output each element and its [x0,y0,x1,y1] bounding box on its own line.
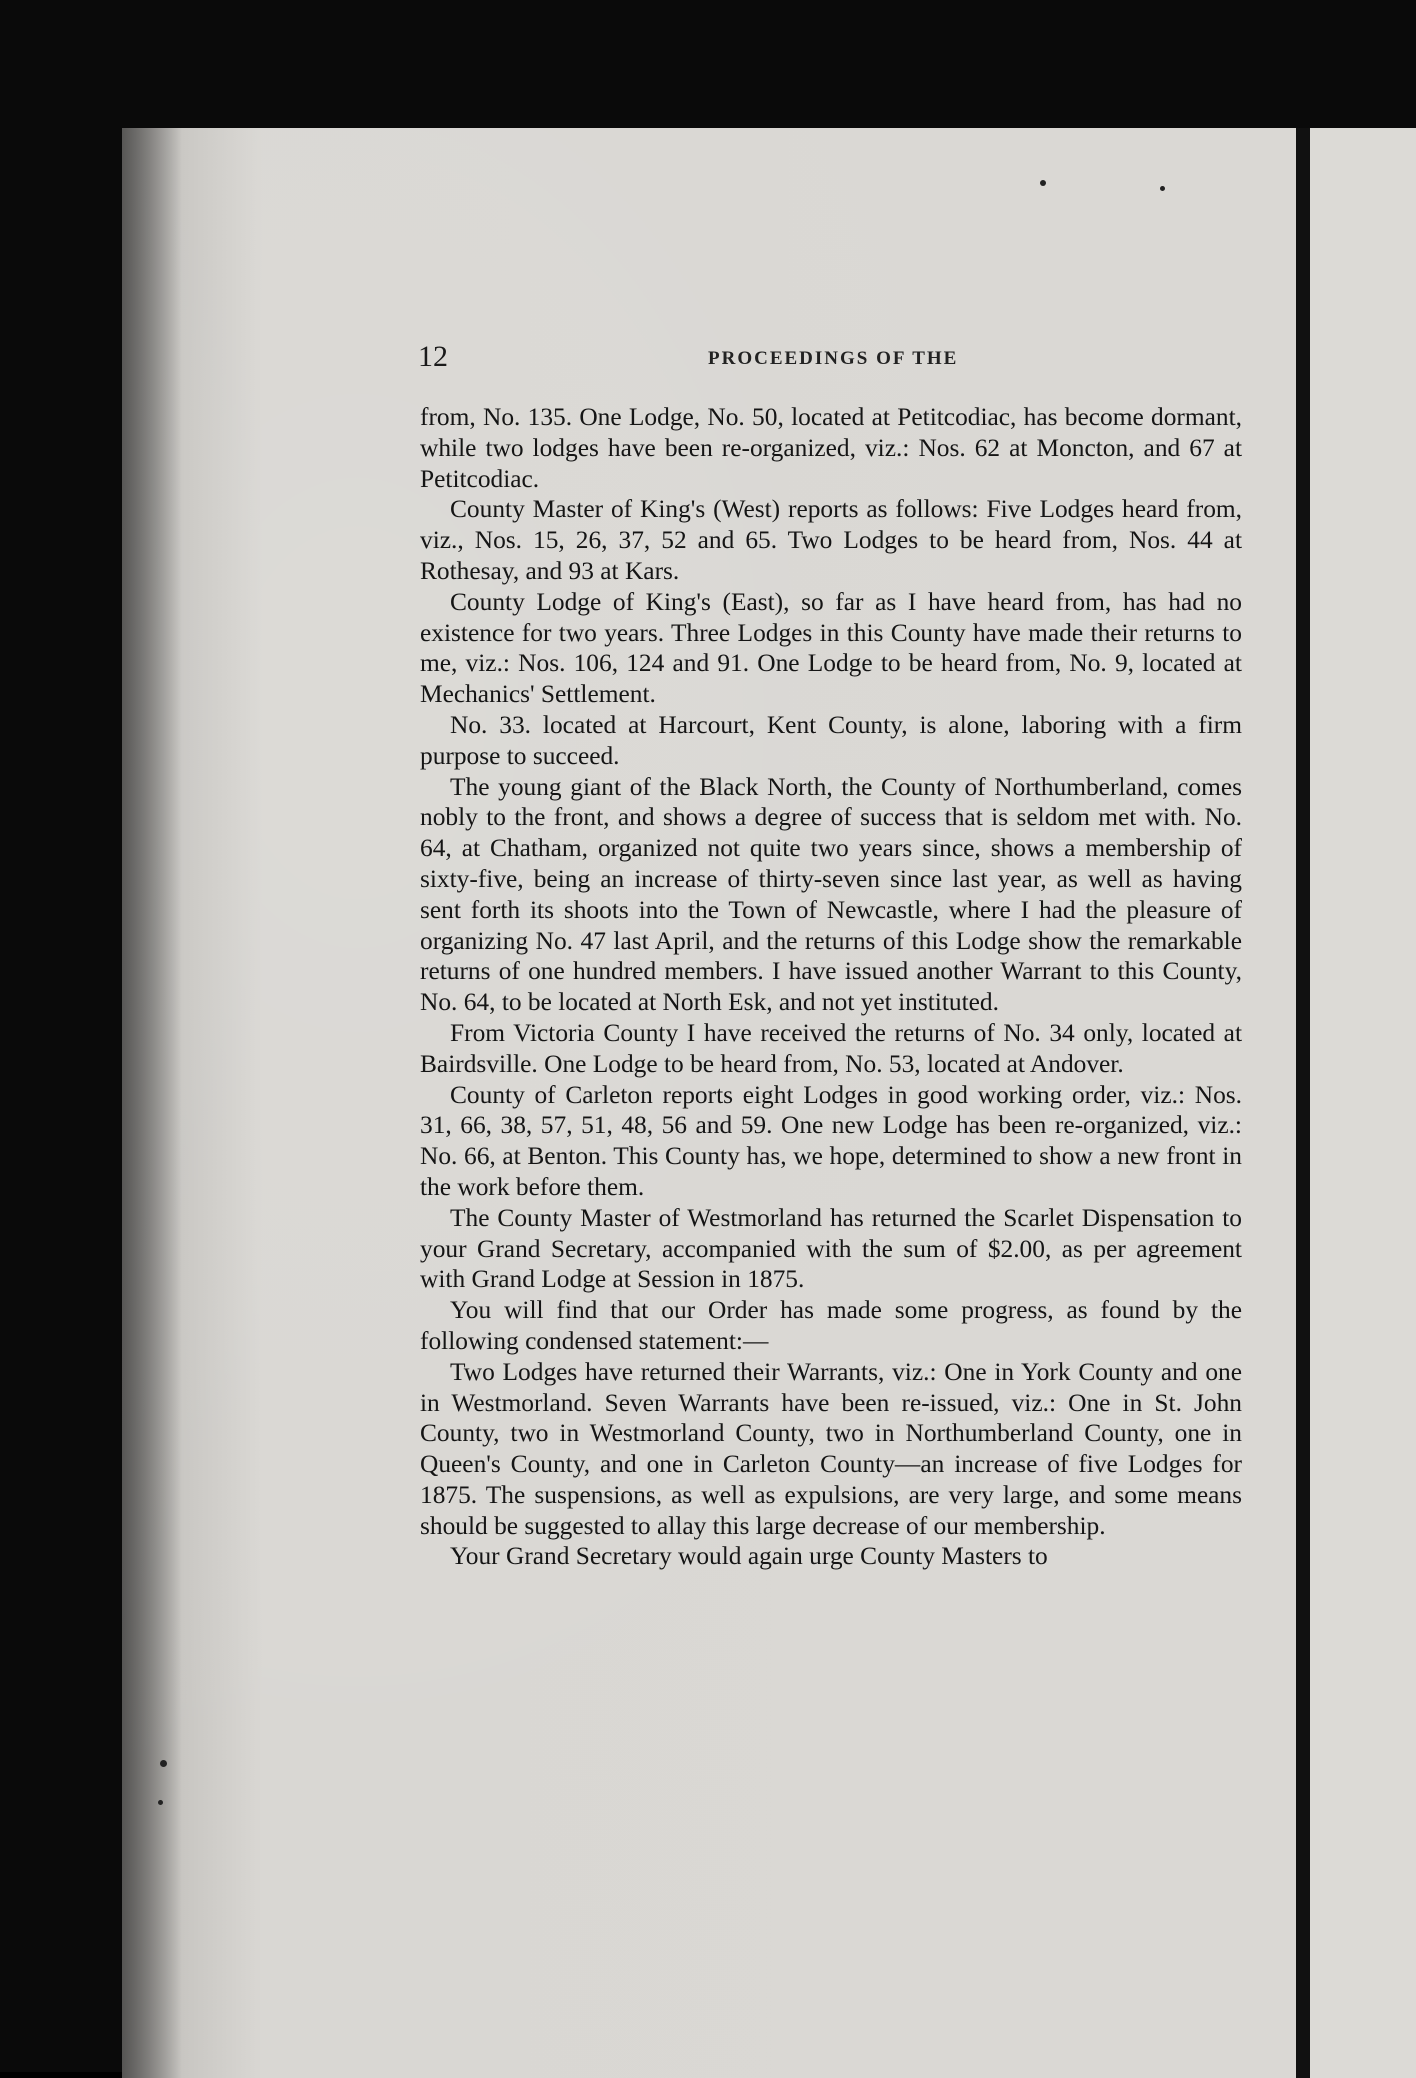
right-page-edge [1310,128,1416,2078]
paragraph: From Victoria County I have received the returns of No. 34 only, located at Bairdsville. One Lodge to be heard from, No. 53, located at Andover. [420,1018,1242,1078]
page-edge-shadow [122,128,182,2078]
scan-speck [1160,186,1165,191]
page-number: 12 [418,340,448,373]
scan-speck [160,1760,167,1767]
paragraph: Two Lodges have returned their Warrants, viz.: One in York County and one in Westmorland. Seven Warrants have been re-issued, viz.: One in St. John County, two in Westmorland County, two in Northumberland County, one in Queen's County, and one in Carleton County—an increase of five Lodges for 1875. The suspensions, as well as expulsions, are very large, and some means should be suggested to allay this large decrease of our membership. [420,1357,1242,1540]
paragraph: County Master of King's (West) reports as follows: Five Lodges heard from, viz., Nos. 15, 26, 37, 52 and 65. Two Lodges to be heard from, Nos. 44 at Rothesay, and 93 at Kars. [420,495,1242,585]
running-head: PROCEEDINGS OF THE [708,348,959,369]
scan-speck [1040,180,1046,186]
scan-speck [158,1800,163,1805]
paragraph: from, No. 135. One Lodge, No. 50, located at Petitcodiac, has become dormant, while two lodges have been re-organized, viz.: Nos. 62 at Moncton, and 67 at Petitcodiac. [420,403,1242,493]
paragraph: No. 33. located at Harcourt, Kent County, is alone, laboring with a firm purpose to succeed. [420,710,1242,770]
paragraph: The County Master of Westmorland has returned the Scarlet Dispensation to your Grand Secretary, accompanied with the sum of $2.00, as per agreement with Grand Lodge at Session in 1875. [420,1203,1242,1294]
paragraph: Your Grand Secretary would again urge County Masters to [450,1542,1048,1571]
page-header [418,340,1248,380]
paragraph: County of Carleton reports eight Lodges in good working order, viz.: Nos. 31, 66, 38, 57, 51, 48, 56 and 59. One new Lodge has been re-organized, viz.: No. 66, at Benton. This County has, we hope, determined to show a new front in the work before them. [420,1080,1242,1201]
book-gutter [1296,128,1310,2078]
body-text [420,402,1242,1572]
paragraph: You will find that our Order has made some progress, as found by the following condensed statement:— [420,1296,1242,1355]
paragraph: County Lodge of King's (East), so far as I have heard from, has had no existence for two years. Three Lodges in this County have made their returns to me, viz.: Nos. 106, 124 and 91. One Lodge to be heard from, No. 9, located at Mechanics' Settlement. [420,587,1242,709]
paragraph: The young giant of the Black North, the County of Northumberland, comes nobly to the front, and shows a degree of success that is seldom met with. No. 64, at Chatham, organized not quite two years since, shows a membership of sixty-five, being an increase of thirty-seven since last year, as well as having sent forth its shoots into the Town of Newcastle, where I had the pleasure of organizing No. 47 last April, and the returns of this Lodge show the remarkable returns of one hundred members. I have issued another Warrant to this County, No. 64, to be located at North Esk, and not yet instituted. [420,772,1242,1017]
